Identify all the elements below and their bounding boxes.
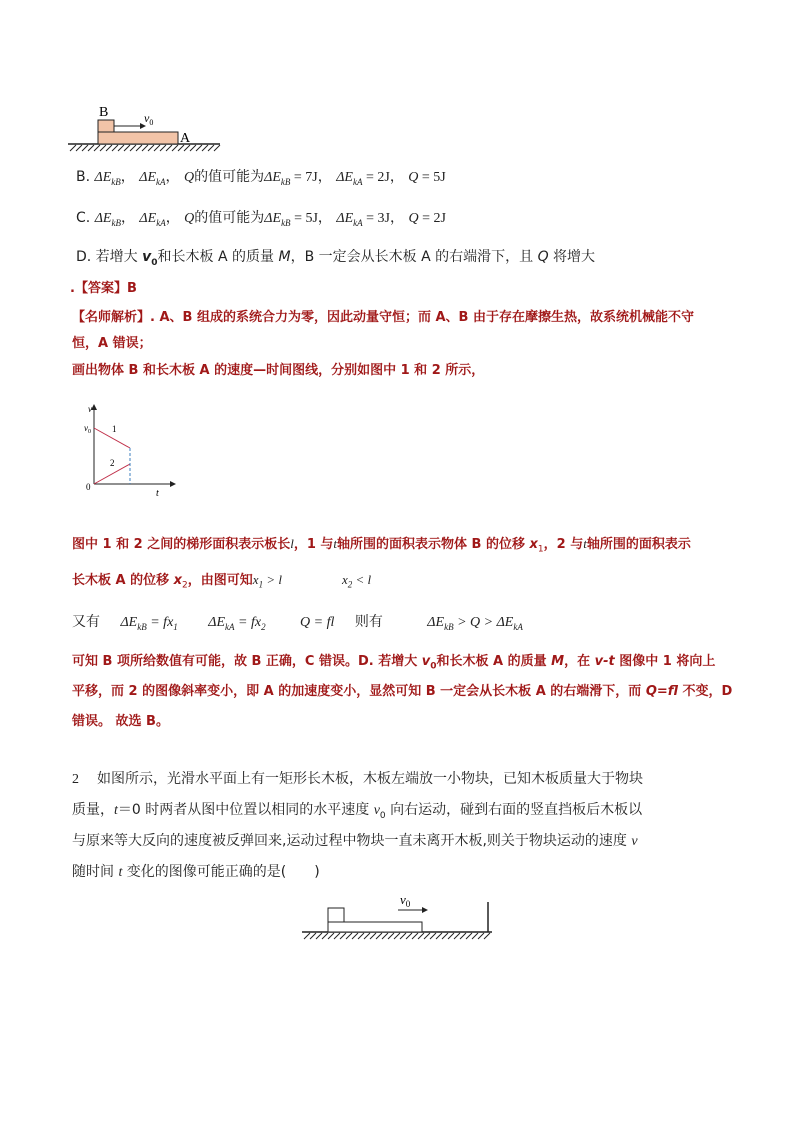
svg-text:2: 2 — [110, 458, 115, 468]
question-2-line-4: 随时间 t 变化的图像可能正确的是( ) — [72, 864, 320, 880]
long-board — [328, 922, 422, 932]
figure-block-on-board — [60, 96, 230, 156]
label-a: A — [180, 131, 191, 146]
svg-text:1: 1 — [112, 424, 117, 434]
question-2-line-1: 2 如图所示，光滑水平面上有一矩形长木板，木板左端放一小物块，已知木板质量大于物块 — [72, 771, 643, 787]
explanation-para-1: 图中 1 和 2 之间的梯形面积表示板长l，1 与t轴所围的面积表示物体 B 的位移 $x_1$，2 与t轴所围的面积表示 — [72, 536, 691, 555]
figure-board-with-wall — [298, 888, 498, 944]
velocity-time-graph — [80, 402, 180, 498]
svg-text:t: t — [156, 488, 159, 498]
question-2-line-3: 与原来等大反向的速度被反弹回来,运动过程中物块一直未离开木板,则关于物块运动的速度 v — [72, 833, 638, 849]
conclusion-line-2: 平移，而 2 的图像斜率变小，即 A 的加速度变小，显然可知 B 一定会从长木板 A 的右端滑下，而 Q=fl 不变，D — [72, 684, 733, 699]
conclusion-line-1: 可知 B 项所给数值有可能，故 B 正确，C 错误。D. 若增大 $v_0$和长木板 A 的质量 M，在 v-t 图像中 1 将向上 — [72, 654, 716, 672]
small-block — [328, 908, 344, 922]
question-2-line-2: 质量，t＝0 时两者从图中位置以相同的水平速度 $v_0$ 向右运动，碰到右面的竖直挡板后木板以 — [72, 802, 643, 821]
answer: .【答案】B — [70, 281, 137, 296]
option-b: B. $\Delta E_{kB}$， $\Delta E_{kA}$， Q的值可能为$\Delta E_{kB} = 7J$， $\Delta E_{kA} = 2J$， Q = 5J — [76, 169, 446, 187]
analysis-line-2: 恒，A 错误； — [72, 336, 152, 351]
svg-text:v0: $v_0$ — [400, 892, 411, 909]
label-v0: $v_0$ — [144, 111, 154, 127]
block-b — [98, 120, 114, 132]
label-b: B — [99, 105, 109, 120]
option-d: D. 若增大 $v_0$和长木板 A 的质量 M，B 一定会从长木板 A 的右端滑下，且 Q 将增大 — [76, 249, 596, 268]
conclusion-line-3: 错误。 故选 B。 — [72, 714, 169, 729]
analysis-line-1: 【名师解析】. A、B 组成的系统合力为零，因此动量守恒；而 A、B 由于存在摩擦生热，故系统机械能不守 — [72, 310, 694, 325]
explanation-para-2: 长木板 A 的位移 $x_2$，由图可知$x_1 > l$ $x_2 < l$ — [72, 572, 372, 591]
board-a — [98, 132, 178, 144]
svg-text:v: v — [88, 404, 92, 414]
analysis-line-3: 画出物体 B 和长木板 A 的速度—时间图线，分别如图中 1 和 2 所示， — [72, 363, 485, 378]
velocity-arrow-icon — [422, 907, 428, 913]
svg-text:v0: $v_0$ — [84, 423, 91, 435]
explanation-equations: 又有 $\Delta E_{kB} = fx_1$ $\Delta E_{kA} = fx_2$ Q = fl 则有 $\Delta E_{kB} > Q > \Delta E_{kA}$ — [72, 614, 523, 632]
svg-text:0: 0 — [86, 482, 91, 492]
option-c: C. $\Delta E_{kB}$， $\Delta E_{kA}$， Q的值可能为$\Delta E_{kB} = 5J$， $\Delta E_{kA} = 3J$， Q = 2J — [76, 210, 446, 228]
